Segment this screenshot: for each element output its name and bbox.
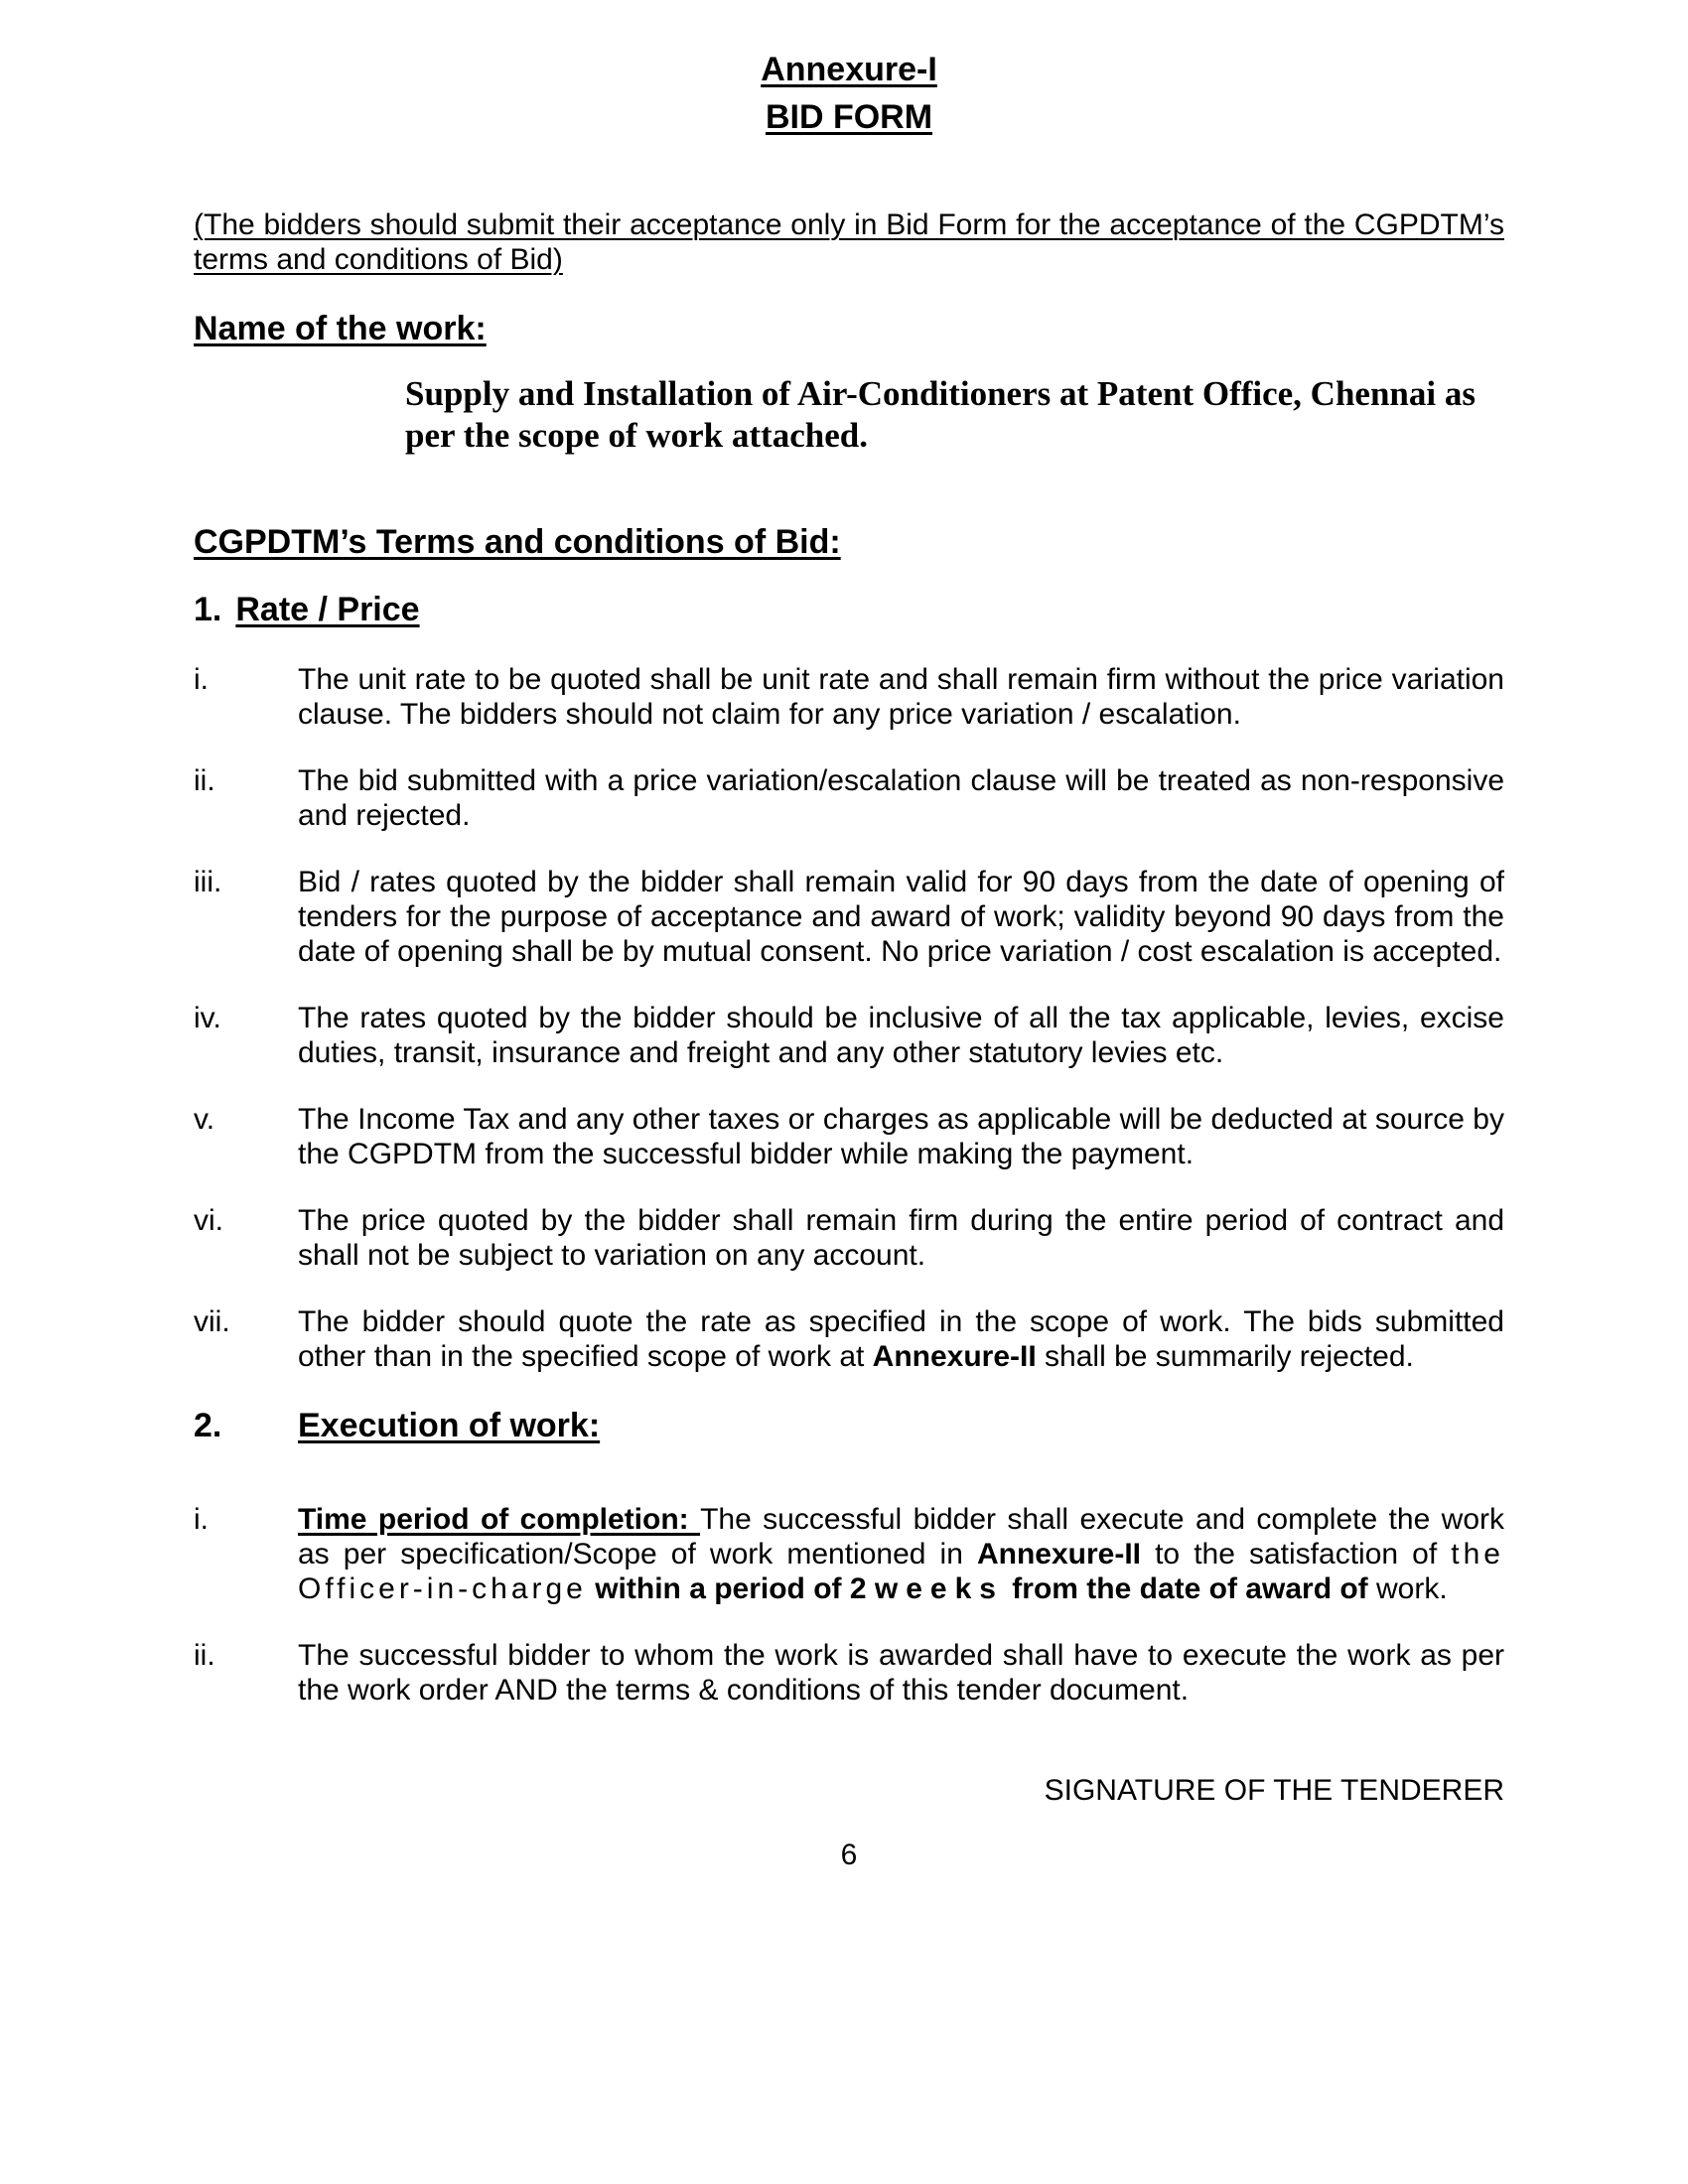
term-item-iii bbox=[194, 865, 1504, 969]
section-1-number: 1. bbox=[194, 591, 222, 628]
item-text-segment: shall be summarily rejected. bbox=[1036, 1340, 1414, 1373]
annexure-ii-reference: Annexure-II bbox=[976, 1538, 1141, 1570]
work-description: Supply and Installation of Air-Conditioners at Patent Office, Chennai as per the scope of work attached. bbox=[405, 374, 1476, 455]
bid-form-heading: BID FORM bbox=[765, 98, 933, 136]
item-text: The rates quoted by the bidder should be inclusive of all the tax applicable, levies, excise duties, transit, insurance and freight and any other statutory levies etc. bbox=[298, 1002, 1504, 1069]
item-text: The bid submitted with a price variation/escalation clause will be treated as non-responsive and rejected. bbox=[298, 764, 1504, 832]
item-text: The unit rate to be quoted shall be unit rate and shall remain firm without the price variation clause. The bidders should not claim for any price variation / escalation. bbox=[298, 663, 1504, 731]
item-number: i. bbox=[194, 1503, 209, 1536]
term-item-vii bbox=[194, 1304, 1504, 1374]
item-text bbox=[298, 1304, 1504, 1374]
section-1-title: Rate / Price bbox=[235, 591, 420, 628]
item-number: i. bbox=[194, 663, 209, 696]
page-content bbox=[194, 50, 1504, 1872]
annexure-ii-reference: Annexure-II bbox=[872, 1340, 1037, 1373]
section-1-heading bbox=[194, 590, 1504, 630]
item-number: vii. bbox=[194, 1305, 230, 1338]
item-text-segment: The bidder should quote the rate as specified in the scope of work. The bids submitted other than in the specified scope of work at bbox=[298, 1305, 1504, 1373]
item-number: iv. bbox=[194, 1002, 221, 1034]
item-number: ii. bbox=[194, 1639, 215, 1672]
section-1-item-list bbox=[194, 662, 1504, 1374]
officer-in-charge-text: the Officer-in-charge bbox=[298, 1538, 1504, 1605]
bold-text-segment: from the date of award of bbox=[1003, 1572, 1368, 1605]
annexure-heading: Annexure-I bbox=[761, 51, 937, 88]
item-text: The successful bidder to whom the work is awarded shall have to execute the work as per the work order AND the terms & conditions of this tender document. bbox=[298, 1639, 1504, 1706]
bold-text-segment: within a period of 2 bbox=[586, 1572, 875, 1605]
terms-heading: CGPDTM’s Terms and conditions of Bid: bbox=[194, 523, 841, 561]
item-text bbox=[298, 1502, 1504, 1606]
item-text-segment: The successful bidder shall execute and complete the work as per specification/Scope of work mentioned in bbox=[298, 1503, 1504, 1570]
term-item-ii bbox=[194, 763, 1504, 833]
item-text: Bid / rates quoted by the bidder shall remain valid for 90 days from the date of opening of tenders for the purpose of acceptance and award of work; validity beyond 90 days from the date of opening shall be by mutual consent. No price variation / cost escalation is accepted. bbox=[298, 866, 1504, 968]
section-2-number: 2. bbox=[194, 1407, 222, 1444]
bold-spaced-segment: weeks bbox=[874, 1572, 1004, 1605]
term-item-v bbox=[194, 1102, 1504, 1171]
item-text: The price quoted by the bidder shall remain firm during the entire period of contract and shall not be subject to variation on any account. bbox=[298, 1204, 1504, 1272]
time-period-lead: Time period of completion: bbox=[298, 1503, 701, 1536]
term-item-vi bbox=[194, 1203, 1504, 1273]
item-number: iii. bbox=[194, 866, 222, 898]
section-2-heading bbox=[194, 1406, 1504, 1446]
item-number: ii. bbox=[194, 764, 215, 797]
name-of-work-heading: Name of the work: bbox=[194, 310, 487, 347]
execution-item-i bbox=[194, 1502, 1504, 1606]
term-item-iv bbox=[194, 1001, 1504, 1070]
section-2-title: Execution of work: bbox=[298, 1407, 601, 1444]
item-number: v. bbox=[194, 1103, 215, 1136]
item-text-segment: to the satisfaction of bbox=[1141, 1538, 1452, 1570]
item-text-segment: work. bbox=[1367, 1572, 1448, 1605]
intro-note: (The bidders should submit their acceptance only in Bid Form for the acceptance of the CGPDTM’s terms and conditions of Bid) bbox=[194, 208, 1504, 276]
execution-item-ii bbox=[194, 1638, 1504, 1707]
item-text: The Income Tax and any other taxes or charges as applicable will be deducted at source by the CGPDTM from the successful bidder while making the payment. bbox=[298, 1103, 1504, 1170]
signature-line: SIGNATURE OF THE TENDERER bbox=[1044, 1774, 1504, 1807]
item-number: vi. bbox=[194, 1204, 223, 1237]
term-item-i bbox=[194, 662, 1504, 732]
page-number: 6 bbox=[840, 1839, 858, 1871]
